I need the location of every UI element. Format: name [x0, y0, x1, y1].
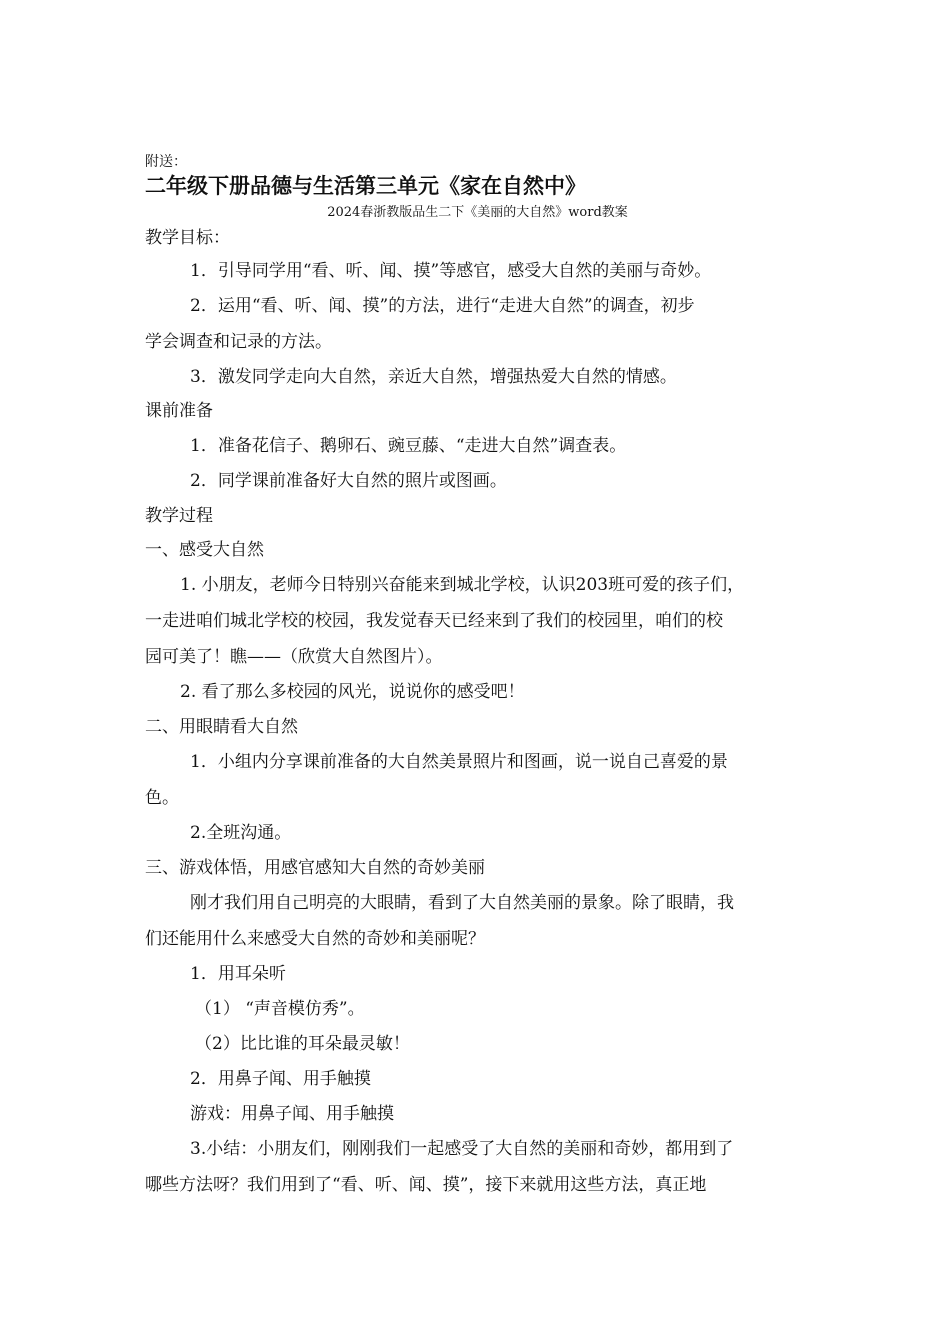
paragraph-line: 园可美了！瞧——（欣赏大自然图片）。: [145, 647, 443, 667]
preparation-item: 2．同学课前准备好大自然的照片或图画。: [190, 471, 507, 491]
paragraph-line: 色。: [145, 788, 179, 808]
objective-item: 1．引导同学用“看、听、闻、摸”等感官，感受大自然的美丽与奇妙。: [190, 261, 712, 281]
document-subtitle: 2024春浙教版品生二下《美丽的大自然》word教案: [327, 205, 628, 220]
objective-item: 3．激发同学走向大自然，亲近大自然，增强热爱大自然的情感。: [190, 367, 677, 387]
process-heading: 教学过程: [145, 506, 213, 526]
paragraph-line: 哪些方法呀？我们用到了“看、听、闻、摸”，接下来就用这些方法，真正地: [145, 1175, 707, 1195]
preparation-heading: 课前准备: [145, 401, 213, 421]
paragraph-line: 刚才我们用自己明亮的大眼睛，看到了大自然美丽的景象。除了眼睛，我: [190, 893, 734, 913]
objectives-heading: 教学目标：: [145, 228, 230, 248]
section-heading: 二、用眼睛看大自然: [145, 717, 298, 737]
paragraph-line: 1．小组内分享课前准备的大自然美景照片和图画，说一说自己喜爱的景: [190, 752, 728, 772]
paragraph-line: 1．用耳朵听: [190, 964, 286, 984]
paragraph-line: 2. 看了那么多校园的风光，说说你的感受吧！: [180, 682, 525, 702]
section-heading: 三、游戏体悟，用感官感知大自然的奇妙美丽: [145, 858, 485, 878]
paragraph-line: （2）比比谁的耳朵最灵敏！: [195, 1034, 410, 1054]
objective-item-continued: 学会调查和记录的方法。: [145, 332, 332, 352]
paragraph-line: 2．用鼻子闻、用手触摸: [190, 1069, 371, 1089]
paragraph-line: 3.小结：小朋友们，刚刚我们一起感受了大自然的美丽和奇妙，都用到了: [190, 1139, 734, 1159]
objective-item: 2．运用“看、听、闻、摸”的方法，进行“走进大自然”的调查，初步: [190, 296, 695, 316]
document-title: 二年级下册品德与生活第三单元《家在自然中》: [145, 174, 586, 198]
preparation-item: 1．准备花信子、鹅卵石、豌豆藤、“走进大自然”调查表。: [190, 436, 627, 456]
paragraph-line: （1） “声音模仿秀”。: [195, 999, 365, 1019]
paragraph-line: 2.全班沟通。: [190, 823, 292, 843]
paragraph-line: 们还能用什么来感受大自然的奇妙和美丽呢？: [145, 929, 485, 949]
paragraph-line: 1. 小朋友，老师今日特别兴奋能来到城北学校，认识203班可爱的孩子们，: [180, 575, 745, 595]
section-heading: 一、感受大自然: [145, 540, 264, 560]
paragraph-line: 游戏：用鼻子闻、用手触摸: [190, 1104, 394, 1124]
attachment-label: 附送：: [145, 154, 187, 170]
paragraph-line: 一走进咱们城北学校的校园，我发觉春天已经来到了我们的校园里，咱们的校: [145, 611, 723, 631]
